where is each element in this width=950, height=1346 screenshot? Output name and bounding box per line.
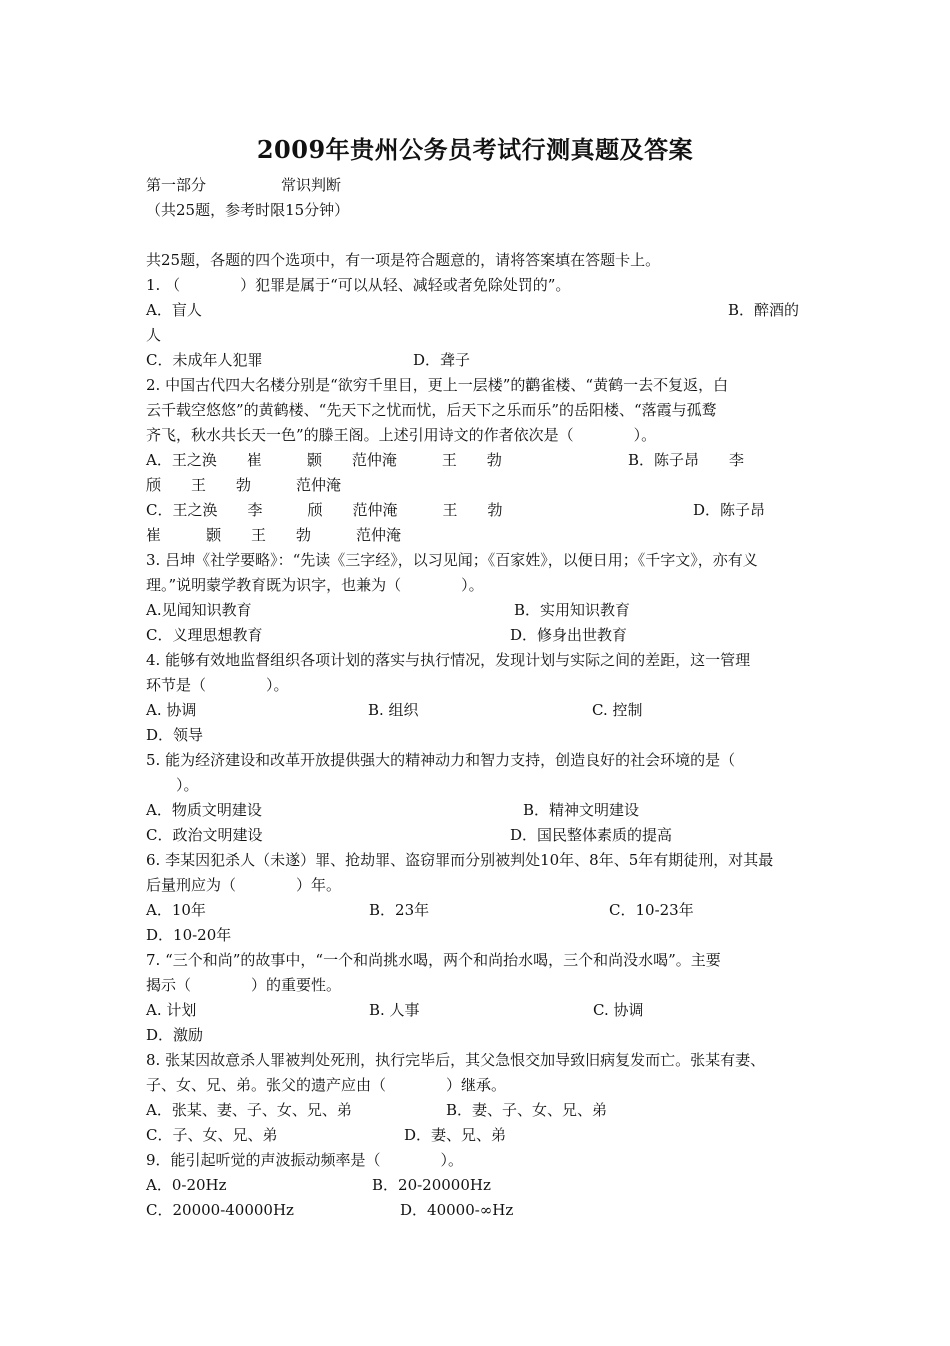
option-5b: B．精神文明建设 [523, 801, 640, 819]
option-4c: C. 控制 [592, 701, 643, 719]
option-9c: C．20000-40000Hz [146, 1201, 294, 1219]
option-7d: D．激励 [146, 1026, 204, 1044]
question-7-line1: 7. “三个和尚”的故事中，“一个和尚挑水喝，两个和尚抬水喝，三个和尚没水喝”。主要 [146, 951, 721, 969]
option-6a: A．10年 [146, 901, 206, 919]
option-1a: A．盲人 [146, 301, 202, 319]
question-5-line2: ）。 [146, 776, 199, 794]
option-5c: C．政治文明建设 [146, 826, 263, 844]
option-2c: C．王之涣 李 颀 范仲淹 王 勃 [146, 501, 503, 519]
option-9b: B．20-20000Hz [372, 1176, 491, 1194]
option-2d: D．陈子昂 [693, 501, 766, 519]
question-1: 1. （ ）犯罪是属于“可以从轻、减轻或者免除处罚的”。 [146, 276, 571, 294]
instructions: 共25题，各题的四个选项中，有一项是符合题意的，请将答案填在答题卡上。 [146, 251, 661, 269]
option-7c: C. 协调 [593, 1001, 644, 1019]
option-1b: B．醉酒的 [728, 301, 800, 319]
option-2b: B．陈子昂 李 [628, 451, 745, 469]
option-5d: D．国民整体素质的提高 [510, 826, 673, 844]
option-3c: C．义理思想教育 [146, 626, 263, 644]
question-3-line2: 理。”说明蒙学教育既为识字，也兼为（ ）。 [146, 576, 484, 594]
question-6-line1: 6. 李某因犯杀人（未遂）罪、抢劫罪、盗窃罪而分别被判处10年、8年、5年有期徒刑，对其最 [146, 851, 774, 869]
option-3d: D．修身出世教育 [510, 626, 628, 644]
option-4b: B. 组织 [368, 701, 419, 719]
option-8d: D．妻、兄、弟 [404, 1126, 507, 1144]
question-4-line2: 环节是（ ）。 [146, 676, 289, 694]
question-9: 9．能引起听觉的声波振动频率是（ ）。 [146, 1151, 464, 1169]
section-note: （共25题，参考时限15分钟） [146, 201, 350, 219]
question-5-line1: 5. 能为经济建设和改革开放提供强大的精神动力和智力支持，创造良好的社会环境的是（ [146, 751, 736, 769]
question-7-line2: 揭示（ ）的重要性。 [146, 976, 342, 994]
question-4-line1: 4. 能够有效地监督组织各项计划的落实与执行情况，发现计划与实际之间的差距，这一管理 [146, 651, 751, 669]
option-5a: A．物质文明建设 [146, 801, 262, 819]
option-2d-cont: 崔 颢 王 勃 范仲淹 [146, 526, 402, 544]
question-2-line2: 云千载空悠悠”的黄鹤楼、“先天下之忧而忧，后天下之乐而乐”的岳阳楼、“落霞与孤鹜 [146, 401, 717, 419]
option-8a: A．张某、妻、子、女、兄、弟 [146, 1101, 352, 1119]
question-8-line2: 子、女、兄、弟。张父的遗产应由（ ）继承。 [146, 1076, 507, 1094]
option-1b-cont: 人 [146, 326, 162, 344]
option-6c: C．10-23年 [609, 901, 694, 919]
option-1d: D．聋子 [413, 351, 471, 369]
option-7a: A. 计划 [146, 1001, 197, 1019]
option-4d: D．领导 [146, 726, 204, 744]
option-9d: D．40000-∞Hz [400, 1201, 514, 1219]
option-4a: A. 协调 [146, 701, 197, 719]
option-3a: A.见闻知识教育 [146, 601, 252, 619]
section-part: 第一部分 [146, 176, 207, 194]
option-1c: C．未成年人犯罪 [146, 351, 263, 369]
option-8b: B．妻、子、女、兄、弟 [446, 1101, 608, 1119]
question-6-line2: 后量刑应为（ ）年。 [146, 876, 342, 894]
page-title: 2009年贵州公务员考试行测真题及答案 [256, 135, 694, 164]
question-2-line1: 2. 中国古代四大名楼分别是“欲穷千里目，更上一层楼”的鹳雀楼、“黄鹤一去不复返，白 [146, 376, 729, 394]
section-name: 常识判断 [281, 176, 342, 194]
option-7b: B. 人事 [369, 1001, 420, 1019]
option-6d: D．10-20年 [146, 926, 232, 944]
option-9a: A．0-20Hz [146, 1176, 227, 1194]
option-3b: B．实用知识教育 [514, 601, 631, 619]
option-6b: B．23年 [369, 901, 430, 919]
question-3-line1: 3. 吕坤《社学要略》：“先读《三字经》，以习见闻；《百家姓》，以便日用；《千字文》，亦有义 [146, 551, 758, 569]
question-2-line3: 齐飞，秋水共长天一色”的滕王阁。上述引用诗文的作者依次是（ ）。 [146, 426, 657, 444]
question-8-line1: 8. 张某因故意杀人罪被判处死刑，执行完毕后，其父急恨交加导致旧病复发而亡。张某有妻、 [146, 1051, 766, 1069]
option-2a: A．王之涣 崔 颢 范仲淹 王 勃 [146, 451, 502, 469]
option-2b-cont: 颀 王 勃 范仲淹 [146, 476, 342, 494]
option-8c: C．子、女、兄、弟 [146, 1126, 278, 1144]
